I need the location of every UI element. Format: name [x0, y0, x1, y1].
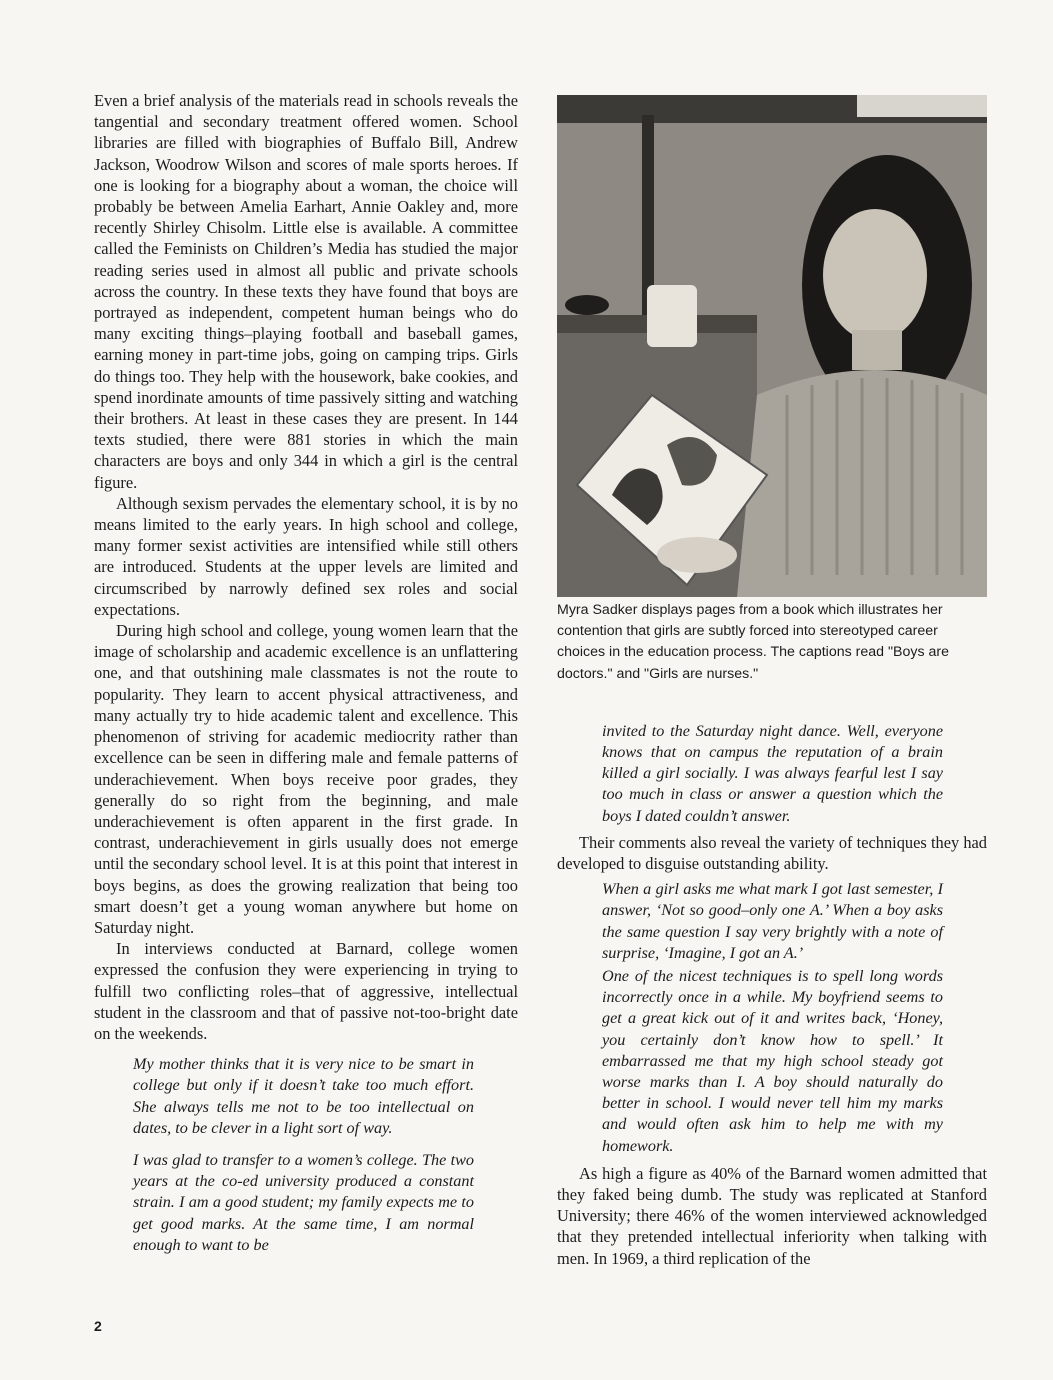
- body-paragraph: Their comments also reveal the variety of techniques they had developed to disguise outstanding ability.: [557, 832, 987, 874]
- photo-illustration: [557, 95, 987, 597]
- interview-quote: My mother thinks that it is very nice to be smart in college but only if it doesn’t take too much effort. She always tells me not to be too intellectual on dates, to be clever in a light sort of way.: [133, 1055, 474, 1137]
- interview-quote: When a girl asks me what mark I got last semester, I answer, ‘Not so good–only one A.’ When a boy asks the same question I say very brightly with a note of surprise, ‘Imagine, I got an A.’: [602, 880, 943, 962]
- portrait-photo: [557, 95, 987, 597]
- page-number: 2: [94, 1318, 102, 1334]
- left-column: [94, 90, 518, 1256]
- interview-quote: invited to the Saturday night dance. Well, everyone knows that on campus the reputation of a brain killed a girl socially. I was always fearful lest I say too much in class or answer a question which the boys I dated couldn’t answer.: [602, 721, 943, 825]
- interview-quote: One of the nicest techniques is to spell long words incorrectly once in a while. My boyfriend seems to get a great kick out of it and writes back, ‘Honey, you certainly don’t know how to spell.’ It embarrassed me that my high school steady got worse marks than I. A boy should naturally do better in school. I would never tell him my marks and would often ask him to help me with my homework.: [602, 967, 943, 1155]
- body-paragraph: In interviews conducted at Barnard, college women expressed the confusion they were experiencing in trying to fulfill two conflicting roles–that of aggressive, intellectual student in the classroom and that of passive not-too-bright date on the weekends.: [94, 939, 518, 1043]
- interview-quote: I was glad to transfer to a women’s college. The two years at the co-ed university produced a constant strain. I am a good student; my family expects me to get good marks. At the same time, I am normal enough to want to be: [133, 1150, 474, 1254]
- body-paragraph: Although sexism pervades the elementary school, it is by no means limited to the early years. In high school and college, many former sexist activities are intensified while still others are introduced. Students at the upper levels are limited and circumscribed by narrowly defined sex roles and social expectations.: [94, 493, 518, 619]
- photo-caption: Myra Sadker displays pages from a book which illustrates her contention that girls are subtly forced into stereotyped career choices in the education process. The captions read "Boys are doctors." and "Girls are nurses.": [557, 602, 950, 682]
- body-paragraph: Even a brief analysis of the materials read in schools reveals the tangential and secondary treatment offered women. School libraries are filled with biographies of Buffalo Bill, Andrew Jackson, Woodrow Wilson and scores of male sports heroes. If one is looking for a biography about a woman, the choice will probably be between Amelia Earhart, Annie Oakley and, more recently Shirley Chisolm. Little else is available. A committee called the Feminists on Children’s Media has studied the major reading series used in almost all public and private schools across the country. In these texts they have found that boys are portrayed as independent, competent human beings who do many exciting things–playing football and baseball games, earning money in part-time jobs, going on camping trips. Girls do things too. They help with the housework, bake cookies, and spend inordinate amounts of time passively sitting and watching their brothers. At least in these cases they are present. In 144 texts studied, there were 881 stories in which the main characters are boys and only 344 in which a girl is the central figure.: [94, 91, 518, 492]
- body-paragraph: During high school and college, young women learn that the image of scholarship and academic excellence is an unflattering one, and that outshining male classmates is not the route to popularity. They learn to accent physical attractiveness, and many actually try to hide academic talent and excellence. This phenomenon of striving for academic mediocrity rather than excellence can be seen in differing male and female patterns of underachievement. When boys receive poor grades, they generally do so right from the beginning, and male underachievement is often apparent in the first grade. In contrast, underachievement in girls usually does not emerge until the secondary school level. It is at this point that interest in boys begins, as does the growing realization that being too smart doesn’t get a young woman anywhere but home on Saturday night.: [94, 621, 518, 937]
- right-column: [557, 90, 987, 1269]
- body-paragraph: As high a figure as 40% of the Barnard women admitted that they faked being dumb. The study was replicated at Stanford University; there 46% of the women interviewed acknowledged that they pretended intellectual inferiority when talking with men. In 1969, a third replication of the: [557, 1163, 987, 1268]
